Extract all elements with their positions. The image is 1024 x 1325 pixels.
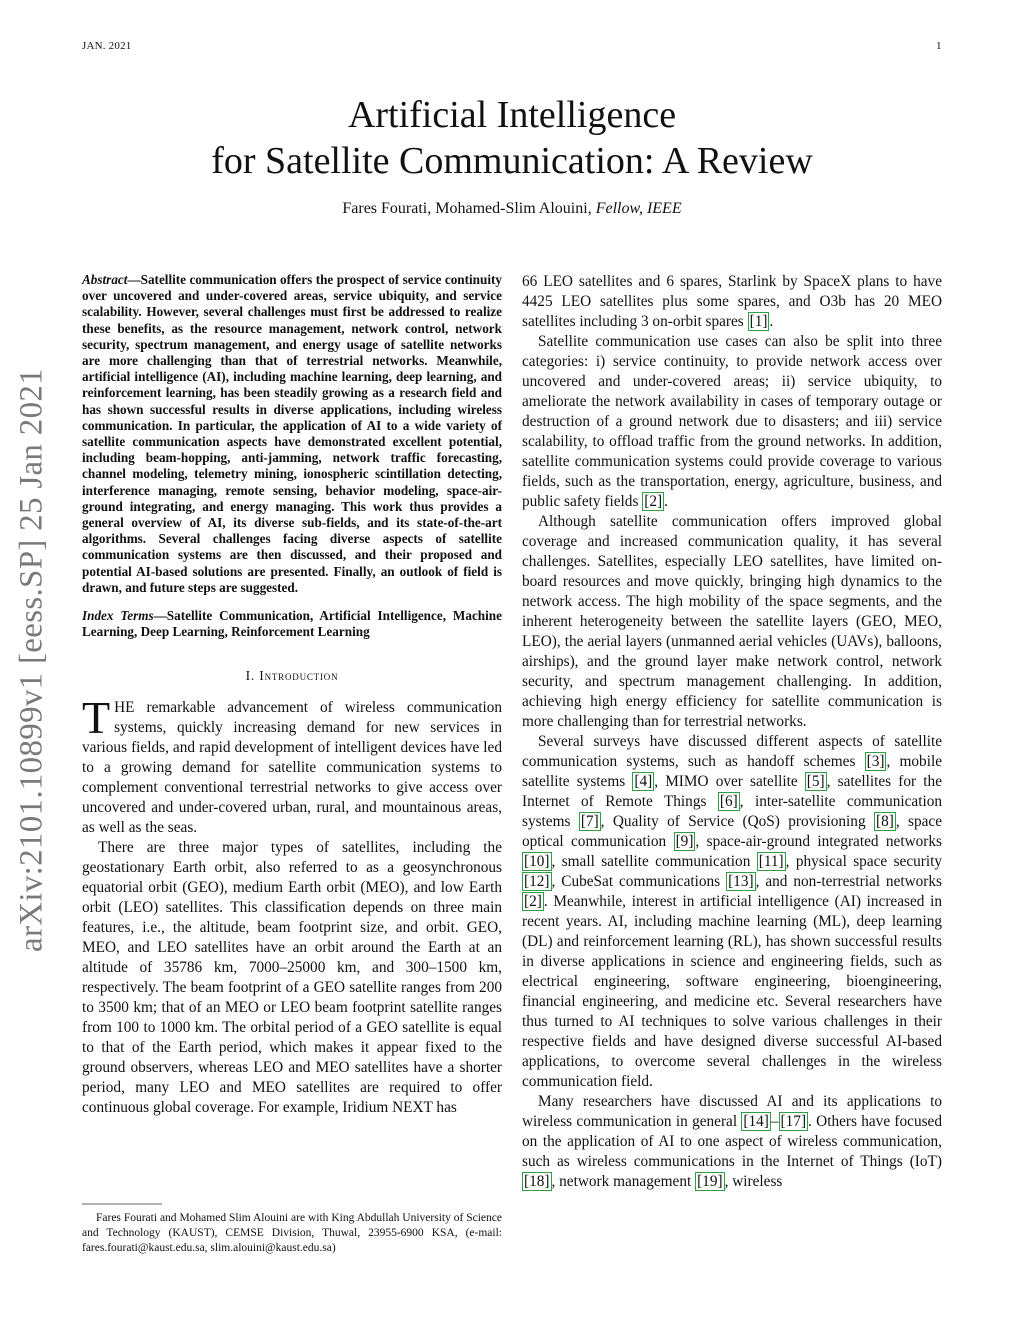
text-run: , CubeSat communications bbox=[551, 873, 727, 890]
right-paragraph-4 bbox=[522, 732, 942, 1092]
arxiv-identifier: arXiv:2101.10899v1 [eess.SP] 25 Jan 2021 bbox=[13, 368, 50, 952]
title-line-1: Artificial Intelligence bbox=[347, 94, 677, 136]
author-grade: Fellow, IEEE bbox=[595, 200, 682, 217]
index-terms-label: Index Terms bbox=[82, 608, 154, 624]
abstract-label: Abstract bbox=[82, 272, 128, 287]
citation-link[interactable]: [5] bbox=[806, 773, 825, 790]
text-run: Satellite communication use cases can also be split into three categories: i) service continuity, to provide network access over uncovered and under-covered areas; ii) service ubiquity, to ameliorate the network availability in cases of temporary outage or destruction of a ground network due to disasters; and iii) service scalability, to offload traffic from the ground networks. In addition, satellite communication systems could provide coverage to various fields, such as the transportation, energy, agriculture, business, and public safety fields bbox=[522, 333, 942, 510]
intro-paragraph-1-text: HE remarkable advancement of wireless communication systems, quickly increasing demand for new services in various fields, and rapid development of intelligent devices have led to a growing demand for satellite communication systems to complement conventional terrestrial networks to give access over uncovered and under-covered urban, rural, and mountainous areas, as well as the seas. bbox=[82, 699, 502, 837]
citation-link[interactable]: [2] bbox=[644, 493, 663, 510]
text-run: , inter-satellite communication systems bbox=[522, 793, 942, 830]
text-run: , satellites for the Internet of Remote Things bbox=[522, 773, 942, 810]
text-run: . bbox=[769, 313, 774, 330]
citation-link[interactable]: [3] bbox=[866, 753, 885, 770]
text-run: , MIMO over satellite bbox=[654, 773, 805, 790]
text-run: . bbox=[664, 493, 668, 510]
intro-paragraph-1 bbox=[82, 692, 502, 838]
right-paragraph-1 bbox=[522, 272, 942, 332]
citation-link[interactable]: [19] bbox=[697, 1173, 723, 1190]
text-run: 66 LEO satellites and 6 spares, Starlink by SpaceX plans to have 4425 LEO satellites plus some spares, and O3b has 20 MEO satellites including 3 on-orbit spares bbox=[522, 273, 942, 330]
right-column bbox=[522, 272, 942, 1192]
citation-link[interactable]: [7] bbox=[580, 813, 599, 830]
section-heading bbox=[82, 666, 502, 686]
text-run: , network management bbox=[551, 1173, 696, 1190]
citation-link[interactable]: [1] bbox=[749, 313, 768, 330]
text-run: Many researchers have discussed AI and its applications to wireless communication in general bbox=[522, 1093, 942, 1130]
footnote-rule bbox=[82, 1203, 162, 1205]
abstract-text: —Satellite communication offers the prospect of service continuity over uncovered and under-covered areas, service ubiquity, and service scalability. However, several challenges must first be addressed to realize these benefits, as the resource management, network control, network security, spectrum management, and energy usage of satellite networks are more challenging than that of terrestrial networks. Meanwhile, artificial intelligence (AI), including machine learning, deep learning, and reinforcement learning, has been steadily growing as a research field and has shown successful results in diverse applications, including wireless communication. In particular, the application of AI to a wide variety of satellite communication aspects have demonstrated excellent potential, including beam-hopping, anti-jamming, network traffic forecasting, channel modeling, telemetry mining, ionospheric scintillation detecting, interference managing, remote sensing, behavior modeling, space-air-ground integrating, and energy managing. This work thus provides a general overview of AI, its diverse sub-fields, and its state-of-the-art algorithms. Several challenges facing diverse aspects of satellite communication systems are then discussed, and their proposed and potential AI-based solutions are presented. Finally, an outlook of field is drawn, and future steps are suggested. bbox=[82, 272, 502, 595]
text-run: , Quality of Service (QoS) provisioning bbox=[600, 813, 874, 830]
text-run: , small satellite communication bbox=[551, 853, 757, 870]
citation-link[interactable]: [6] bbox=[719, 793, 738, 810]
citation-link[interactable]: [4] bbox=[634, 773, 653, 790]
citation-link[interactable]: [12] bbox=[524, 873, 550, 890]
index-terms-text: —Satellite Communication, Artificial Intelligence, Machine Learning, Deep Learning, Reinforcement Learning bbox=[82, 608, 502, 640]
citation-link[interactable]: [9] bbox=[675, 833, 694, 850]
text-run: . Meanwhile, interest in artificial intelligence (AI) increased in recent years. AI, including machine learning (ML), deep learning (DL) and reinforcement learning (RL), has shown successful results in diverse applications in science and engineering fields, such as electrical engineering, software engineering, bioengineering, financial engineering, and medicine etc. Several researchers have thus turned to AI techniques to solve various challenges in their respective fields and have designed diverse successful AI-based applications, to overcome several challenges in the wireless communication field. bbox=[522, 893, 942, 1090]
author-line bbox=[82, 200, 942, 218]
citation-link[interactable]: [17] bbox=[780, 1113, 807, 1130]
left-column bbox=[82, 272, 502, 1118]
title-line-2: for Satellite Communication: A Review bbox=[211, 140, 813, 182]
page-number: 1 bbox=[936, 40, 942, 52]
citation-link[interactable]: [18] bbox=[524, 1173, 550, 1190]
footnote: Fares Fourati and Mohamed Slim Alouini are with King Abdullah University of Science and Technology (KAUST), CEMSE Division, Thuwal, 23955-6900 KSA, (e-mail: fares.fourati@kaust.edu.sa, slim.alouini@kaust.edu.sa) bbox=[82, 1212, 502, 1254]
right-paragraph-3: Although satellite communication offers improved global coverage and increased communication quality, it has several challenges. Satellites, especially LEO satellites, have limited on-board resources and move quickly, bringing high dynamics to the network access. The high mobility of the space segments, and the inherent heterogeneity between the satellite layers (GEO, MEO, LEO), the aerial layers (unmanned aerial vehicles (UAVs), balloons, airships), and the ground layer make network control, network security, and spectrum management challenging. In addition, achieving high energy efficiency for satellite communication is more challenging than for terrestrial networks. bbox=[522, 513, 942, 730]
citation-link[interactable]: [11] bbox=[758, 853, 784, 870]
citation-link[interactable]: [10] bbox=[524, 853, 550, 870]
text-run: , physical space security bbox=[785, 853, 942, 870]
section-title-text: Introduction bbox=[259, 668, 339, 684]
citation-link[interactable]: [14] bbox=[743, 1113, 769, 1130]
intro-paragraph-2: There are three major types of satellites, including the geostationary Earth orbit, also referred to as a geosynchronous equatorial orbit (GEO), medium Earth orbit (MEO), and low Earth orbit (LEO) satellites. This classification depends on three main features, i.e., the altitude, beam footprint size, and orbit. GEO, MEO, and LEO satellites have an orbit around the Earth at an altitude of 35786 km, 7000–25000 km, and 300–1500 km, respectively. The beam footprint of a GEO satellite ranges from 200 to 3500 km; that of an MEO or LEO beam footprint satellite ranges from 100 to 1000 km. The orbital period of a GEO satellite is equal to that of the Earth period, which makes it appear fixed to the ground observers, whereas LEO and MEO satellites have a shorter period, many LEO and MEO satellites are required to offer continuous global coverage. For example, Iridium NEXT has bbox=[82, 839, 502, 1117]
drop-cap: T bbox=[82, 692, 111, 744]
paper-title bbox=[82, 92, 942, 184]
citation-link[interactable]: [8] bbox=[875, 813, 894, 830]
text-run: . Others have focused on the application of AI to one aspect of wireless communication, such as wireless communications in the Internet of Things (IoT) bbox=[522, 1113, 942, 1170]
running-header: JAN. 2021 bbox=[82, 40, 132, 52]
author-names: Fares Fourati, Mohamed-Slim Alouini, bbox=[342, 200, 596, 217]
section-number: I. bbox=[245, 668, 256, 684]
right-paragraph-2 bbox=[522, 332, 942, 512]
abstract bbox=[82, 272, 502, 596]
arxiv-stamp bbox=[10, 360, 54, 960]
text-run: , wireless bbox=[724, 1173, 783, 1190]
text-run: , space-air-ground integrated networks bbox=[695, 833, 942, 850]
text-run: Several surveys have discussed different aspects of satellite communication systems, such as handoff schemes bbox=[522, 733, 942, 770]
text-run: , and non-terrestrial networks bbox=[755, 873, 943, 890]
citation-link[interactable]: [13] bbox=[728, 873, 754, 890]
text-run: , space optical communication bbox=[522, 813, 942, 850]
text-run: , mobile satellite systems bbox=[522, 753, 942, 790]
right-paragraph-5 bbox=[522, 1092, 942, 1192]
index-terms bbox=[82, 608, 502, 640]
text-run: – bbox=[770, 1113, 779, 1130]
citation-link[interactable]: [2] bbox=[524, 893, 542, 910]
